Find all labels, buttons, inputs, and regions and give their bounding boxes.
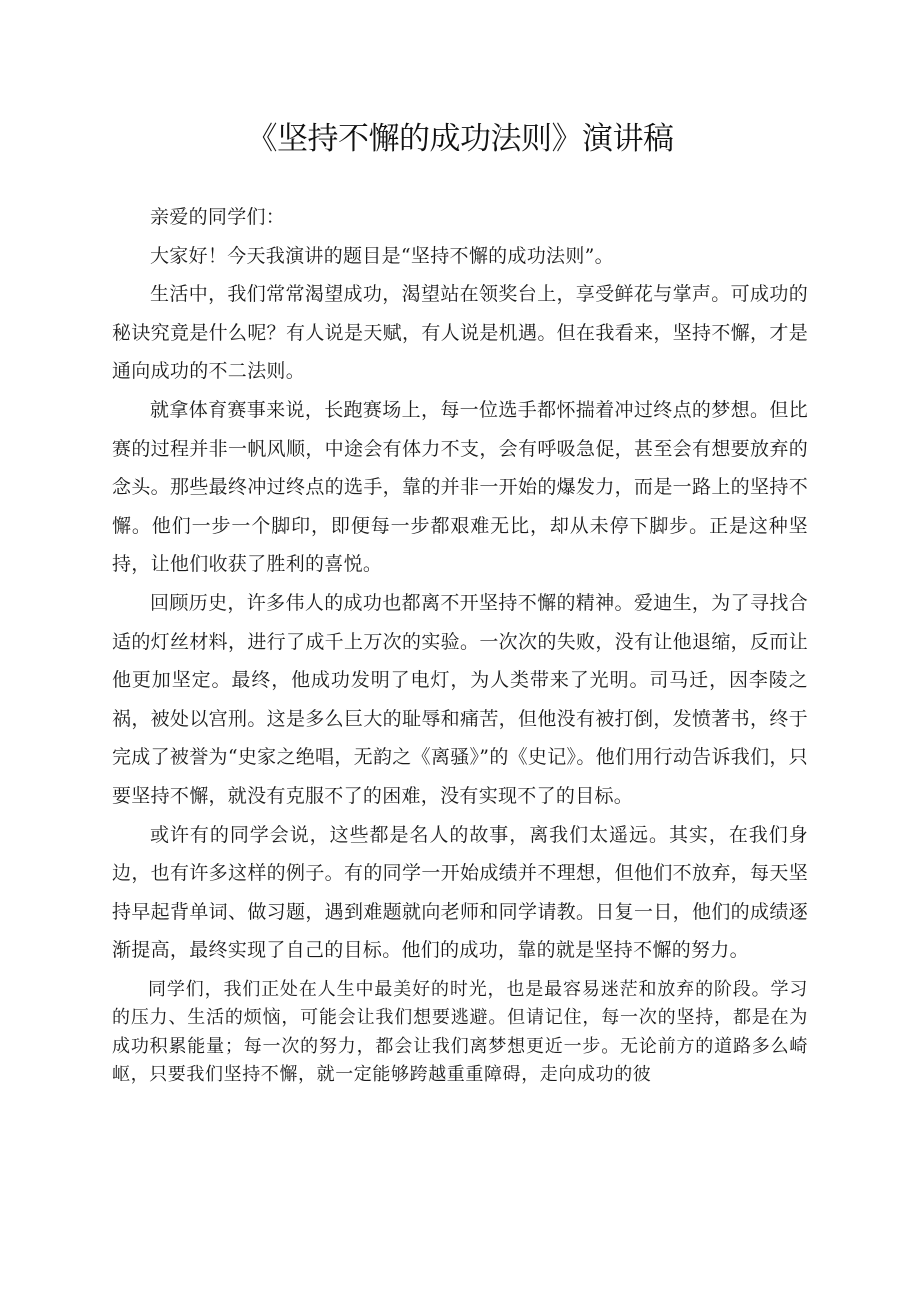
paragraph-classmates-example: 或许有的同学会说，这些都是名人的故事，离我们太遥远。其实，在我们身边，也有许多这样的例子。有的同学一开始成绩并不理想，但他们不放弃，每天坚持早起背单词、做习题，遇到难题就向老师和同学请教。日复一日，他们的成绩逐渐提高，最终实现了自己的目标。他们的成功，靠的就是坚持不懈的努力。: [112, 823, 808, 962]
paragraph-history-example: 回顾历史，许多伟人的成功也都离不开坚持不懈的精神。爱迪生，为了寻找合适的灯丝材料，进行了成千上万次的实验。一次次的失败，没有让他退缩，反而让他更加坚定。最终，他成功发明了电灯，为人类带来了光明。司马迁，因李陵之祸，被处以宫刑。这是多么巨大的耻辱和痛苦，但他没有被打倒，发愤著书，终于完成了被誉为“史家之绝唱，无韵之《离骚》”的《史记》。他们用行动告诉我们，只要坚持不懈，就没有克服不了的困难，没有实现不了的目标。: [112, 591, 808, 807]
paragraph-sports-example: 就拿体育赛事来说，长跑赛场上，每一位选手都怀揣着冲过终点的梦想。但比赛的过程并非一帆风顺，中途会有体力不支，会有呼吸急促，甚至会有想要放弃的念头。那些最终冲过终点的选手，靠的并非一开始的爆发力，而是一路上的坚持不懈。他们一步一个脚印，即便每一步都艰难无比，却从未停下脚步。正是这种坚持，让他们收获了胜利的喜悦。: [112, 398, 808, 576]
page-title: 《坚持不懈的成功法则》演讲稿: [246, 121, 674, 157]
paragraph-opening: 大家好！今天我演讲的题目是“坚持不懈的成功法则”。: [150, 244, 614, 267]
speech-body: [112, 198, 808, 1090]
paragraph-exhortation: 同学们，我们正处在人生中最美好的时光，也是最容易迷茫和放弃的阶段。学习的压力、生活的烦恼，可能会让我们想要逃避。但请记住，每一次的坚持，都是在为成功积累能量；每一次的努力，都会让我们离梦想更近一步。无论前方的道路多么崎岖，只要我们坚持不懈，就一定能够跨越重重障碍，走向成功的彼: [112, 978, 808, 1086]
paragraph-thesis: 生活中，我们常常渴望成功，渴望站在领奖台上，享受鲜花与掌声。可成功的秘诀究竟是什么呢？有人说是天赋，有人说是机遇。但在我看来，坚持不懈，才是通向成功的不二法则。: [112, 283, 808, 383]
paragraph-greeting: 亲爱的同学们：: [150, 206, 286, 228]
